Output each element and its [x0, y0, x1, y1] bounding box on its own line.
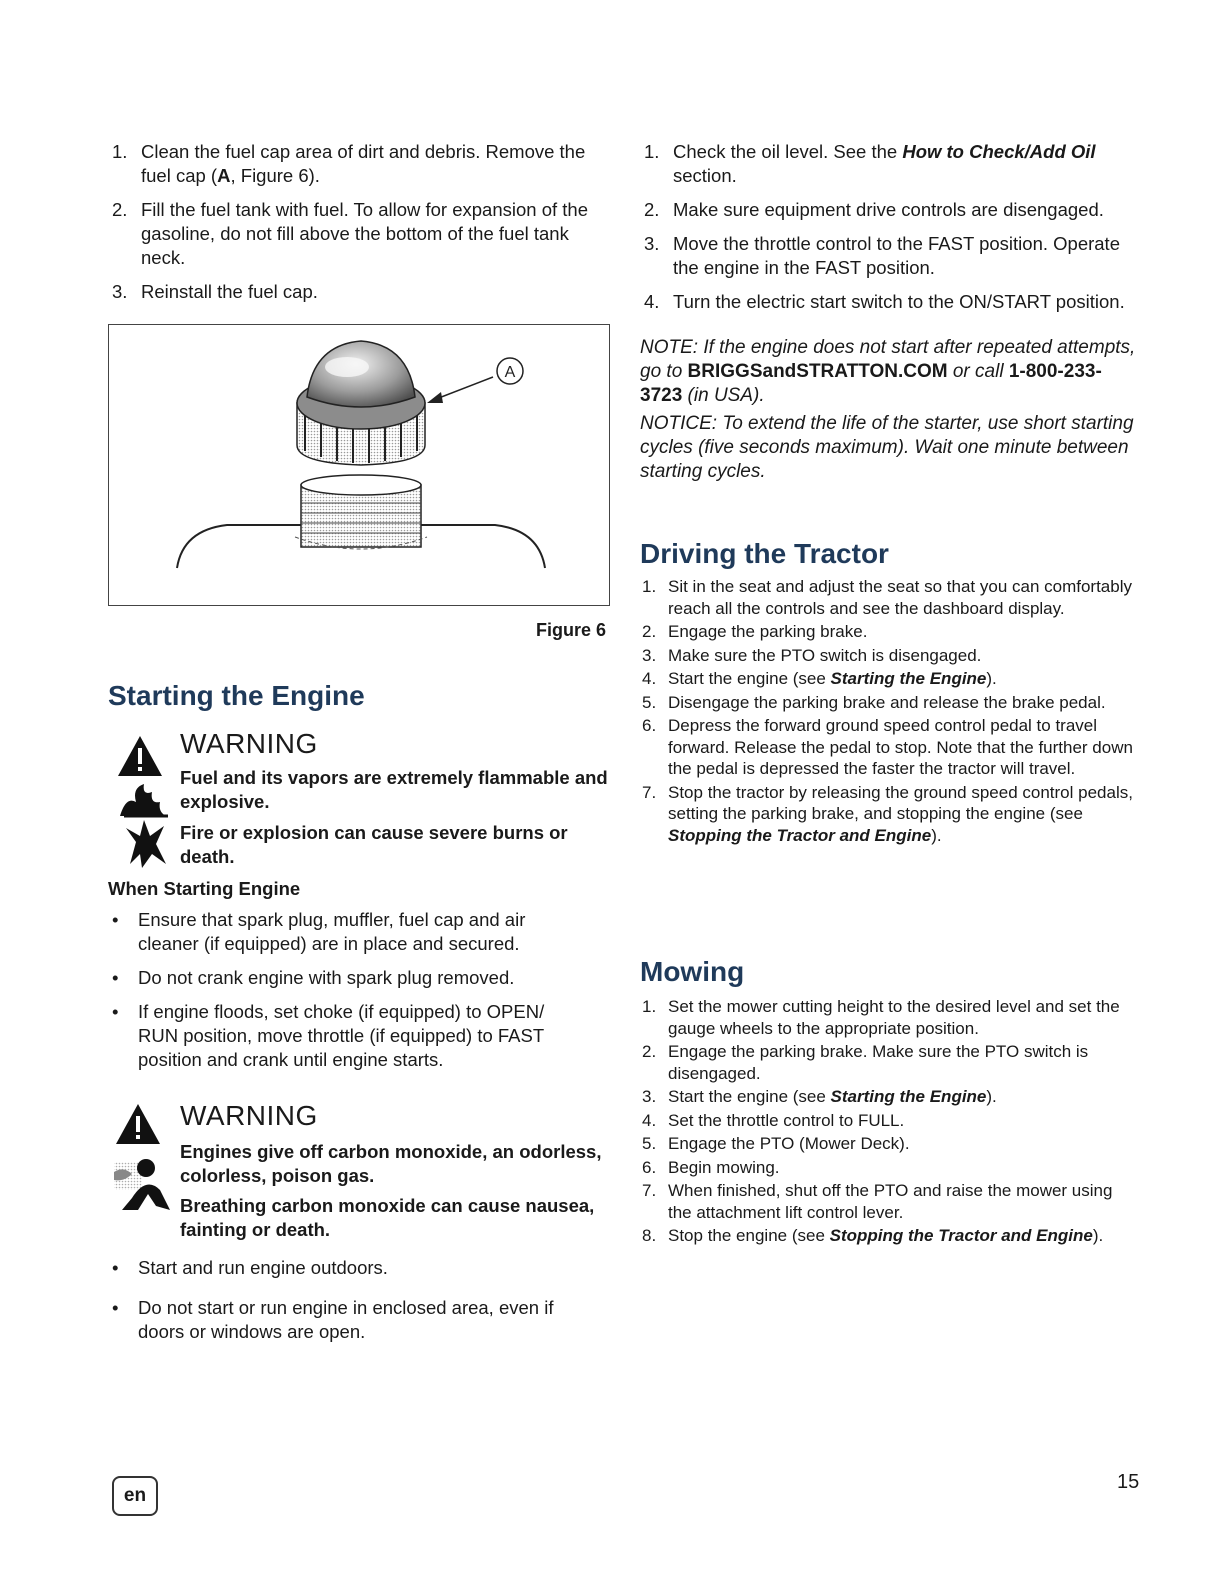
bullet-list-starting [108, 908, 588, 1082]
page-number: 15 [1117, 1471, 1140, 1493]
list-item [640, 1086, 1140, 1108]
figure-6-box [108, 324, 610, 606]
list-item [640, 1180, 1140, 1223]
fuel-steps [108, 140, 608, 314]
step-text: Engage the parking brake. Make sure the PTO switch is disengaged. [668, 1042, 1089, 1083]
note-part: or call [947, 361, 1009, 382]
list-item [640, 290, 1140, 314]
step-text: When finished, shut off the PTO and raise the mower using the attachment lift control lever. [668, 1181, 1113, 1222]
step-number: 2. [642, 622, 657, 641]
step-number: 3. [642, 645, 657, 665]
phone-number: 1-800-233-3723 [640, 361, 1102, 406]
bullet-list-co [108, 1256, 588, 1354]
section-title-driving: Driving the Tractor [640, 538, 889, 569]
carbon-monoxide-warning-icon [112, 1102, 176, 1220]
step-text: Turn the electric start switch to the ON/START position. [673, 291, 1125, 312]
step-text: Clean the fuel cap area of dirt and debris. Remove the fuel cap ( [141, 141, 586, 186]
list-item [640, 1157, 1140, 1179]
step-bold: A [217, 165, 231, 186]
step-text: Fill the fuel tank with fuel. To allow for expansion of the gasoline, do not fill above the bottom of the fuel tank neck. [141, 199, 588, 268]
step-number: 8. [642, 1226, 657, 1245]
step-text: Start the engine (see [668, 1087, 831, 1106]
section-title-mowing: Mowing [640, 956, 745, 987]
step-number: 4. [642, 1110, 657, 1130]
bullet-text: Do not start or run engine in enclosed area, even if doors or windows are open. [138, 1297, 554, 1342]
fire-explosion-warning-icon [114, 732, 174, 870]
step-text-tail: ). [986, 1087, 997, 1106]
step-number: 3. [112, 281, 128, 302]
warning-text: Fuel and its vapors are extremely flammable and explosive. [180, 767, 608, 812]
step-number: 1. [644, 141, 660, 162]
step-number: 5. [642, 692, 657, 712]
step-number: 1. [112, 141, 128, 162]
step-text: Move the throttle control to the FAST position. Operate the engine in the FAST position. [673, 233, 1120, 278]
step-text: Depress the forward ground speed control pedal to travel forward. Release the pedal to stop. Note that the further down the pedal is depressed the faster the tractor will travel. [668, 716, 1133, 778]
warning-text: Engines give off carbon monoxide, an odorless, colorless, poison gas. [180, 1141, 602, 1186]
step-number: 3. [642, 1087, 657, 1106]
step-number: 2. [642, 1042, 657, 1061]
step-text: Make sure equipment drive controls are disengaged. [673, 199, 1104, 220]
bullet: • [112, 967, 119, 988]
cross-reference-link[interactable]: How to Check/Add Oil [902, 141, 1096, 162]
list-item [640, 996, 1140, 1039]
step-number: 3. [644, 233, 660, 254]
bullet-text: Start and run engine outdoors. [138, 1257, 388, 1278]
list-item [640, 576, 1140, 619]
step-text: Disengage the parking brake and release the brake pedal. [668, 692, 1106, 712]
note-part: NOTE: If the engine does not start after repeated attempts, go to [640, 337, 1136, 382]
list-item [108, 1000, 588, 1072]
step-number: 7. [642, 1181, 657, 1200]
mowing-steps [640, 996, 1140, 1249]
bullet: • [112, 1257, 119, 1278]
step-text: Engage the PTO (Mower Deck). [668, 1134, 910, 1153]
list-item [108, 198, 608, 270]
step-text-tail: , Figure 6). [230, 165, 320, 186]
step-text: Make sure the PTO switch is disengaged. [668, 645, 982, 665]
list-item [640, 232, 1140, 280]
step-number: 5. [642, 1134, 657, 1153]
list-item [640, 621, 1140, 643]
callout-label: A [504, 364, 516, 381]
step-number: 4. [642, 669, 657, 688]
step-text: Stop the engine (see [668, 1226, 830, 1245]
list-item [108, 908, 588, 956]
step-number: 2. [112, 199, 128, 220]
warning-title: WARNING [180, 1100, 318, 1131]
step-text-tail: section. [673, 165, 737, 186]
list-item [640, 1225, 1140, 1247]
figure-caption: Figure 6 [536, 620, 607, 640]
list-item [640, 1110, 1140, 1132]
warning-text: Fire or explosion can cause severe burns or death. [180, 822, 568, 867]
list-item [640, 140, 1140, 188]
list-item [108, 140, 608, 188]
step-text: Start the engine (see [668, 669, 831, 688]
cross-reference-link[interactable]: Starting the Engine [830, 1087, 987, 1106]
list-item [640, 1133, 1140, 1155]
bullet: • [112, 1297, 119, 1318]
section-title-starting: Starting the Engine [108, 680, 365, 711]
fuel-cap-illustration [109, 325, 609, 605]
list-item [640, 692, 1140, 714]
step-number: 6. [642, 1157, 657, 1177]
step-text-tail: ). [986, 669, 997, 688]
list-item [108, 1256, 588, 1280]
step-number: 1. [642, 997, 657, 1016]
step-number: 2. [644, 199, 660, 220]
subhead-when-starting: When Starting Engine [108, 878, 301, 899]
list-item [640, 715, 1140, 780]
bullet: • [112, 1001, 119, 1022]
step-number: 6. [642, 716, 657, 735]
cross-reference-link[interactable]: Stopping the Tractor and Engine [668, 825, 932, 845]
list-item [640, 645, 1140, 667]
bullet-text: Ensure that spark plug, muffler, fuel cap and air cleaner (if equipped) are in place and secured. [138, 909, 526, 954]
step-text: Stop the tractor by releasing the ground speed control pedals, setting the parking brake, and stopping the engine (see [668, 782, 1133, 823]
warning-block-fuel [108, 728, 608, 868]
list-item [640, 1041, 1140, 1084]
bullet-text: Do not crank engine with spark plug removed. [138, 967, 515, 988]
step-number: 4. [644, 291, 660, 312]
driving-steps [640, 576, 1140, 848]
warning-text: Breathing carbon monoxide can cause nausea, fainting or death. [180, 1195, 595, 1240]
step-text: Set the throttle control to FULL. [668, 1110, 905, 1130]
start-steps [640, 140, 1140, 324]
list-item [108, 280, 608, 304]
step-text: Begin mowing. [668, 1157, 780, 1177]
bullet-text: If engine floods, set choke (if equipped) to OPEN/ RUN position, move throttle (if equipped) to FAST position and crank until engine starts. [138, 1001, 545, 1070]
step-number: 1. [642, 577, 657, 596]
step-text: Reinstall the fuel cap. [141, 281, 318, 302]
cross-reference-link[interactable]: Starting the Engine [830, 669, 987, 688]
warning-block-co [108, 1100, 608, 1240]
notice-text: NOTICE: To extend the life of the starter, use short starting cycles (five seconds maximum). Wait one minute between starting cycles. [640, 413, 1134, 482]
language-badge: en [112, 1476, 158, 1516]
list-item [640, 668, 1140, 690]
bullet: • [112, 909, 119, 930]
note-text [640, 336, 1140, 408]
warning-title: WARNING [180, 728, 318, 759]
step-text: Engage the parking brake. [668, 622, 868, 641]
list-item [640, 198, 1140, 222]
step-text: Set the mower cutting height to the desired level and set the gauge wheels to the appropriate position. [668, 997, 1120, 1038]
cross-reference-link[interactable]: Stopping the Tractor and Engine [829, 1226, 1093, 1245]
note-part: (in USA). [682, 385, 765, 406]
step-text-tail: ). [931, 825, 942, 845]
list-item [108, 1296, 588, 1344]
list-item [640, 782, 1140, 847]
website-link[interactable]: BRIGGSandSTRATTON.COM [687, 361, 948, 382]
step-text: Check the oil level. See the [673, 141, 903, 162]
step-number: 7. [642, 782, 657, 802]
step-text-tail: ). [1092, 1226, 1104, 1245]
list-item [108, 966, 588, 990]
step-text: Sit in the seat and adjust the seat so that you can comfortably reach all the controls and see the dashboard display. [668, 577, 1132, 618]
